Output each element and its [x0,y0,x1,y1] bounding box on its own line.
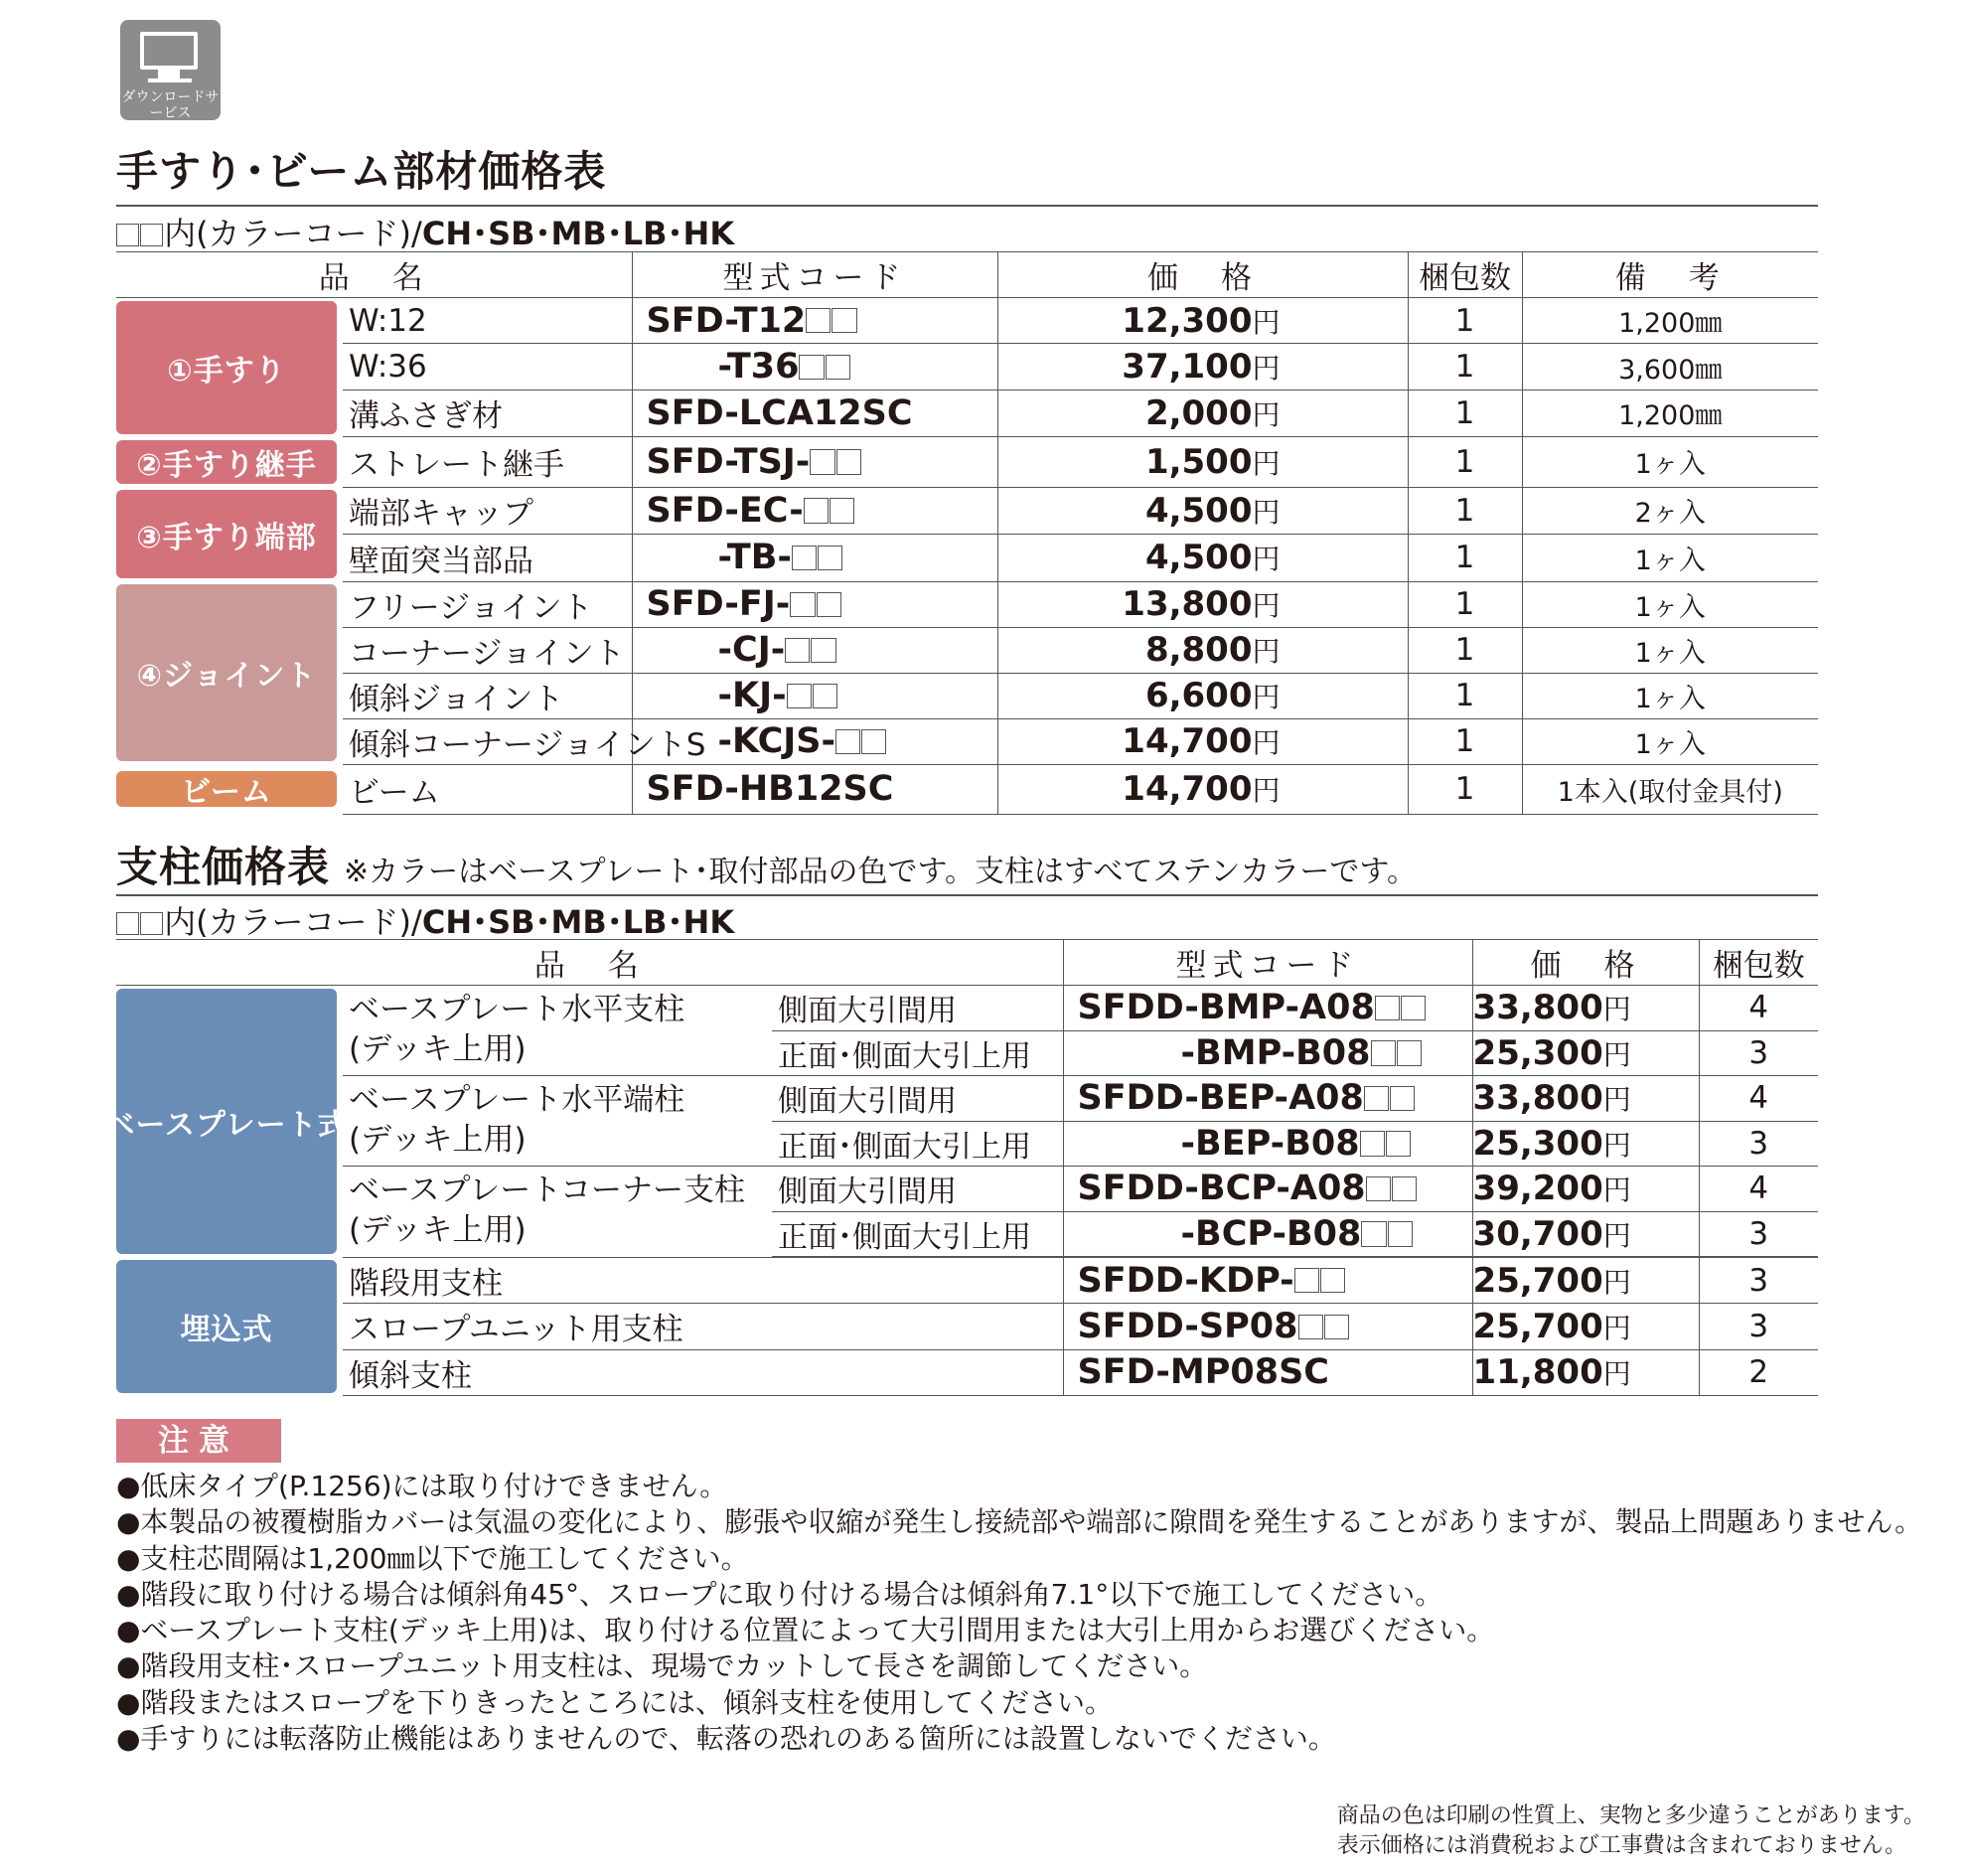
model-code-text: SFD-T12 [646,300,807,341]
mount-type: 側面大引間用 [772,1076,1063,1122]
product-name: スロープユニット用支柱 [343,1304,1063,1349]
product-name-line: ベースプレートコーナー支柱 [349,1172,745,1208]
product-name-line: ベースプレート水平端柱 [349,1082,685,1118]
remark: 1ヶ入 [1522,437,1818,488]
product-name: 傾斜ジョイント [343,673,632,718]
model-code [1063,1304,1472,1349]
group-cell [116,298,343,437]
package-qty: 4 [1699,986,1818,1031]
price [1472,1304,1699,1349]
yen-unit: 円 [1602,1311,1631,1344]
price [997,437,1408,488]
model-code-text: -BEP-B08 [1180,1123,1360,1164]
model-code-text: -KJ- [717,676,787,715]
model-code-text: SFD-LCA12SC [646,392,913,433]
product-name: 傾斜コーナージョイントS [343,718,632,764]
footer-line-1: 商品の色は印刷の性質上、実物と多少違うことがあります。 [1336,1803,1925,1828]
model-code [1063,1121,1472,1167]
monitor-base [148,78,192,82]
table-row [116,718,1818,764]
product-name [343,1167,772,1258]
remark: 1,200㎜ [1522,390,1818,436]
color-code-line: 内(カラーコード)/CH･SB･MB･LB･HK [116,209,734,254]
col-header-name: 品 名 [116,252,632,298]
model-code [632,298,997,344]
price [997,487,1408,535]
price-value: 1,500 [1144,441,1253,482]
price-value: 25,300 [1472,1032,1603,1073]
model-code [632,437,997,488]
product-name: ストレート継手 [343,437,632,488]
yen-unit: 円 [1252,543,1281,576]
product-name-line: (デッキ上用) [349,1031,527,1067]
model-code-text: -BMP-B08 [1180,1032,1371,1073]
group-cell [104,986,349,1258]
mount-type: 正面･側面大引上用 [772,1030,1063,1076]
model-code [1063,1257,1472,1304]
table-row [116,764,1818,815]
price-value: 14,700 [1122,769,1253,810]
table-row [116,627,1818,673]
col-header-price: 価 格 [997,252,1408,298]
post-price-note: ※カラーはベースプレート･取付部品の色です。支柱はすべてステンカラーです。 [344,855,1417,889]
model-code-text: SFD-HB12SC [646,769,894,810]
package-qty: 1 [1408,627,1522,673]
footer-note [1337,1801,1925,1861]
price-value: 30,700 [1472,1213,1603,1254]
mount-type: 正面･側面大引上用 [772,1211,1063,1257]
product-name: W:36 [343,344,632,390]
price-value: 37,100 [1122,347,1253,388]
caution-item: ●本製品の被覆樹脂カバーは気温の変化により、膨張や収縮が発生し接続部や端部に隙間を発生することがありますが、製品上問題ありません。 [116,1505,1923,1539]
yen-unit: 円 [1602,993,1631,1026]
yen-unit: 円 [1602,1128,1631,1162]
product-name [343,1076,772,1167]
product-name: 端部キャップ [343,487,632,535]
package-qty: 2 [1699,1349,1818,1395]
price [1472,1211,1699,1257]
price [1472,1076,1699,1122]
price-value: 14,700 [1122,721,1253,761]
table-row [116,344,1818,390]
model-code [632,535,997,582]
model-code [1063,986,1472,1031]
model-code-text: SFDD-SP08 [1077,1306,1298,1346]
price-value: 11,800 [1472,1352,1603,1393]
model-code-text: SFDD-BCP-A08 [1077,1169,1366,1209]
title-rule [116,205,1818,207]
model-code-text: -CJ- [717,630,786,670]
price [997,764,1408,815]
price [1472,1349,1699,1395]
model-code [1063,1030,1472,1076]
package-qty: 4 [1699,1076,1818,1122]
group-label: ④ジョイント [116,584,337,761]
color-code-line-2: 内(カラーコード)/CH･SB･MB･LB･HK [116,897,734,943]
package-qty: 1 [1408,581,1522,627]
yen-unit: 円 [1252,352,1281,386]
model-code [632,764,997,815]
product-name: W:12 [343,298,632,344]
price [997,390,1408,436]
product-name: コーナージョイント [343,627,632,673]
group-cell [116,581,343,764]
package-qty: 3 [1699,1121,1818,1167]
product-name: フリージョイント [343,581,632,627]
table-row [116,986,1818,1031]
package-qty: 1 [1408,390,1522,436]
model-code-text: -TB- [717,538,792,578]
model-code-text: SFD-EC- [646,490,804,531]
group-cell [116,437,343,488]
handrail-price-table [116,251,1818,815]
model-code-text: SFDD-BEP-A08 [1077,1078,1364,1119]
package-qty: 1 [1408,437,1522,488]
remark: 2ヶ入 [1522,487,1818,535]
price-value: 13,800 [1122,584,1253,624]
package-qty: 1 [1408,718,1522,764]
product-name: 溝ふさぎ材 [343,390,632,436]
price [1472,1121,1699,1167]
model-code [1063,1211,1472,1257]
handrail-price-title: 手すり･ビーム部材価格表 [116,147,607,196]
table-row [116,581,1818,627]
group-label: ベースプレート式 [116,989,337,1254]
package-qty: 1 [1408,344,1522,390]
remark: 1ヶ入 [1522,673,1818,718]
caution-label: 注意 [116,1419,281,1463]
remark: 3,600㎜ [1522,344,1818,390]
caution-item: ●手すりには転落防止機能はありませんので、転落の恐れのある箇所には設置しないでください。 [116,1722,1336,1756]
price [1472,1030,1699,1076]
product-name: 壁面突当部品 [343,535,632,582]
yen-unit: 円 [1252,589,1281,622]
remark: 1ヶ入 [1522,718,1818,764]
table-row [116,1167,1818,1212]
table-row [116,1076,1818,1122]
group-cell [116,487,343,581]
model-code-text: SFDD-KDP- [1077,1260,1294,1301]
mount-type: 側面大引間用 [772,1167,1063,1212]
price-value: 25,300 [1472,1123,1603,1164]
package-qty: 1 [1408,764,1522,815]
price [1472,1257,1699,1304]
price [997,627,1408,673]
model-code [632,581,997,627]
model-code-text: -T36 [717,347,800,388]
yen-unit: 円 [1602,1083,1631,1117]
yen-unit: 円 [1252,305,1281,339]
caution-item: ●支柱芯間隔は1,200㎜以下で施工してください。 [116,1541,749,1575]
model-code [632,673,997,718]
col-header-price-2: 価 格 [1472,940,1699,986]
post-price-title: 支柱価格表 ※カラーはベースプレート･取付部品の色です。支柱はすべてステンカラーです。 [116,843,1417,891]
group-label: 埋込式 [116,1260,337,1393]
model-code [632,487,997,535]
model-code [632,627,997,673]
price-value: 12,300 [1122,300,1253,341]
price [997,535,1408,582]
table-row [116,1349,1818,1395]
title-rule-2 [116,894,1818,896]
model-code-text: SFD-MP08SC [1077,1352,1329,1393]
col-header-qty-2: 梱包数 [1699,940,1818,986]
model-code [632,344,997,390]
model-code [1063,1167,1472,1212]
group-label: ②手すり継手 [116,440,337,485]
package-qty: 3 [1699,1211,1818,1257]
price-value: 33,800 [1472,1078,1603,1119]
yen-unit: 円 [1252,397,1281,431]
product-name: 傾斜支柱 [343,1349,1063,1395]
yen-unit: 円 [1252,635,1281,668]
yen-unit: 円 [1602,1357,1631,1391]
model-code [1063,1076,1472,1122]
table-row [116,390,1818,436]
model-code [632,390,997,436]
footer-line-2: 表示価格には消費税および工事費は含まれておりません。 [1336,1833,1907,1858]
price [1472,1167,1699,1212]
price [997,298,1408,344]
price-value: 8,800 [1144,630,1253,670]
package-qty: 3 [1699,1030,1818,1076]
remark: 1本入(取付金具付) [1522,764,1818,815]
price-value: 25,700 [1472,1306,1603,1346]
product-name-line: ベースプレート水平支柱 [349,992,685,1027]
post-price-table [104,939,1818,1396]
caution-item: ●階段用支柱･スロープユニット用支柱は、現場でカットして長さを調節してください。 [116,1649,1208,1683]
table-row [116,535,1818,582]
package-qty: 3 [1699,1257,1818,1304]
col-header-remark: 備 考 [1522,252,1818,298]
yen-unit: 円 [1252,726,1281,759]
price [997,581,1408,627]
package-qty: 1 [1408,673,1522,718]
yen-unit: 円 [1252,774,1281,808]
yen-unit: 円 [1602,1265,1631,1299]
price-value: 4,500 [1144,538,1253,578]
mount-type: 正面･側面大引上用 [772,1121,1063,1167]
product-name [343,986,772,1076]
price [997,344,1408,390]
yen-unit: 円 [1252,495,1281,529]
price-value: 33,800 [1472,988,1603,1028]
monitor-icon [140,32,198,70]
product-name: ビーム [343,764,632,815]
caution-item: ●階段またはスロープを下りきったところには、傾斜支柱を使用してください。 [116,1685,1114,1719]
download-service-label: ダウンロードサービス [121,89,220,121]
model-code-text: -KCJS- [717,721,836,761]
package-qty: 1 [1408,535,1522,582]
price-value: 25,700 [1472,1260,1603,1301]
caution-item: ●階段に取り付ける場合は傾斜角45°、スロープに取り付ける場合は傾斜角7.1°以下で施工してください。 [116,1577,1443,1611]
price [997,718,1408,764]
model-code [1063,1349,1472,1395]
table-row [116,1304,1818,1349]
package-qty: 1 [1408,298,1522,344]
yen-unit: 円 [1602,1037,1631,1071]
caution-list [116,1469,1922,1757]
table-row [116,1257,1818,1304]
group-label: ビーム [116,771,337,807]
remark: 1ヶ入 [1522,627,1818,673]
remark: 1ヶ入 [1522,581,1818,627]
col-header-name-2: 品 名 [116,940,1063,986]
remark: 1ヶ入 [1522,535,1818,582]
price-value: 4,500 [1144,490,1253,531]
table-row [116,437,1818,488]
product-name-line: (デッキ上用) [349,1212,527,1248]
product-name-line: (デッキ上用) [349,1122,527,1158]
table-row [116,487,1818,535]
mount-type: 側面大引間用 [772,986,1063,1031]
caution-item: ●ベースプレート支柱(デッキ上用)は、取り付ける位置によって大引間用または大引上用からお選びください。 [116,1614,1495,1647]
group-cell [116,1257,343,1396]
monitor-stand [158,69,180,78]
group-cell [116,764,343,815]
remark: 1,200㎜ [1522,298,1818,344]
table-row [116,673,1818,718]
product-name: 階段用支柱 [343,1257,1063,1304]
col-header-code-2: 型式コード [1063,940,1472,986]
price [997,673,1408,718]
caution-item: ●低床タイプ(P.1256)には取り付けできません。 [116,1470,728,1502]
yen-unit: 円 [1252,446,1281,480]
table-row [116,298,1818,344]
yen-unit: 円 [1252,681,1281,713]
col-header-qty: 梱包数 [1408,252,1522,298]
model-code-text: SFD-FJ- [646,584,791,624]
package-qty: 4 [1699,1167,1818,1212]
model-code-text: SFD-TSJ- [646,441,811,482]
col-header-code: 型式コード [632,252,997,298]
model-code-text: SFDD-BMP-A08 [1077,988,1375,1028]
yen-unit: 円 [1602,1218,1631,1252]
group-label: ①手すり [116,301,337,434]
package-qty: 1 [1408,487,1522,535]
model-code-text: -BCP-B08 [1180,1213,1362,1254]
package-qty: 3 [1699,1304,1818,1349]
yen-unit: 円 [1602,1173,1631,1207]
price-value: 6,600 [1144,676,1253,715]
download-service-badge[interactable] [120,20,221,120]
price-value: 39,200 [1472,1169,1603,1209]
price [1472,986,1699,1031]
group-label: ③手すり端部 [116,490,337,578]
price-value: 2,000 [1144,392,1253,433]
